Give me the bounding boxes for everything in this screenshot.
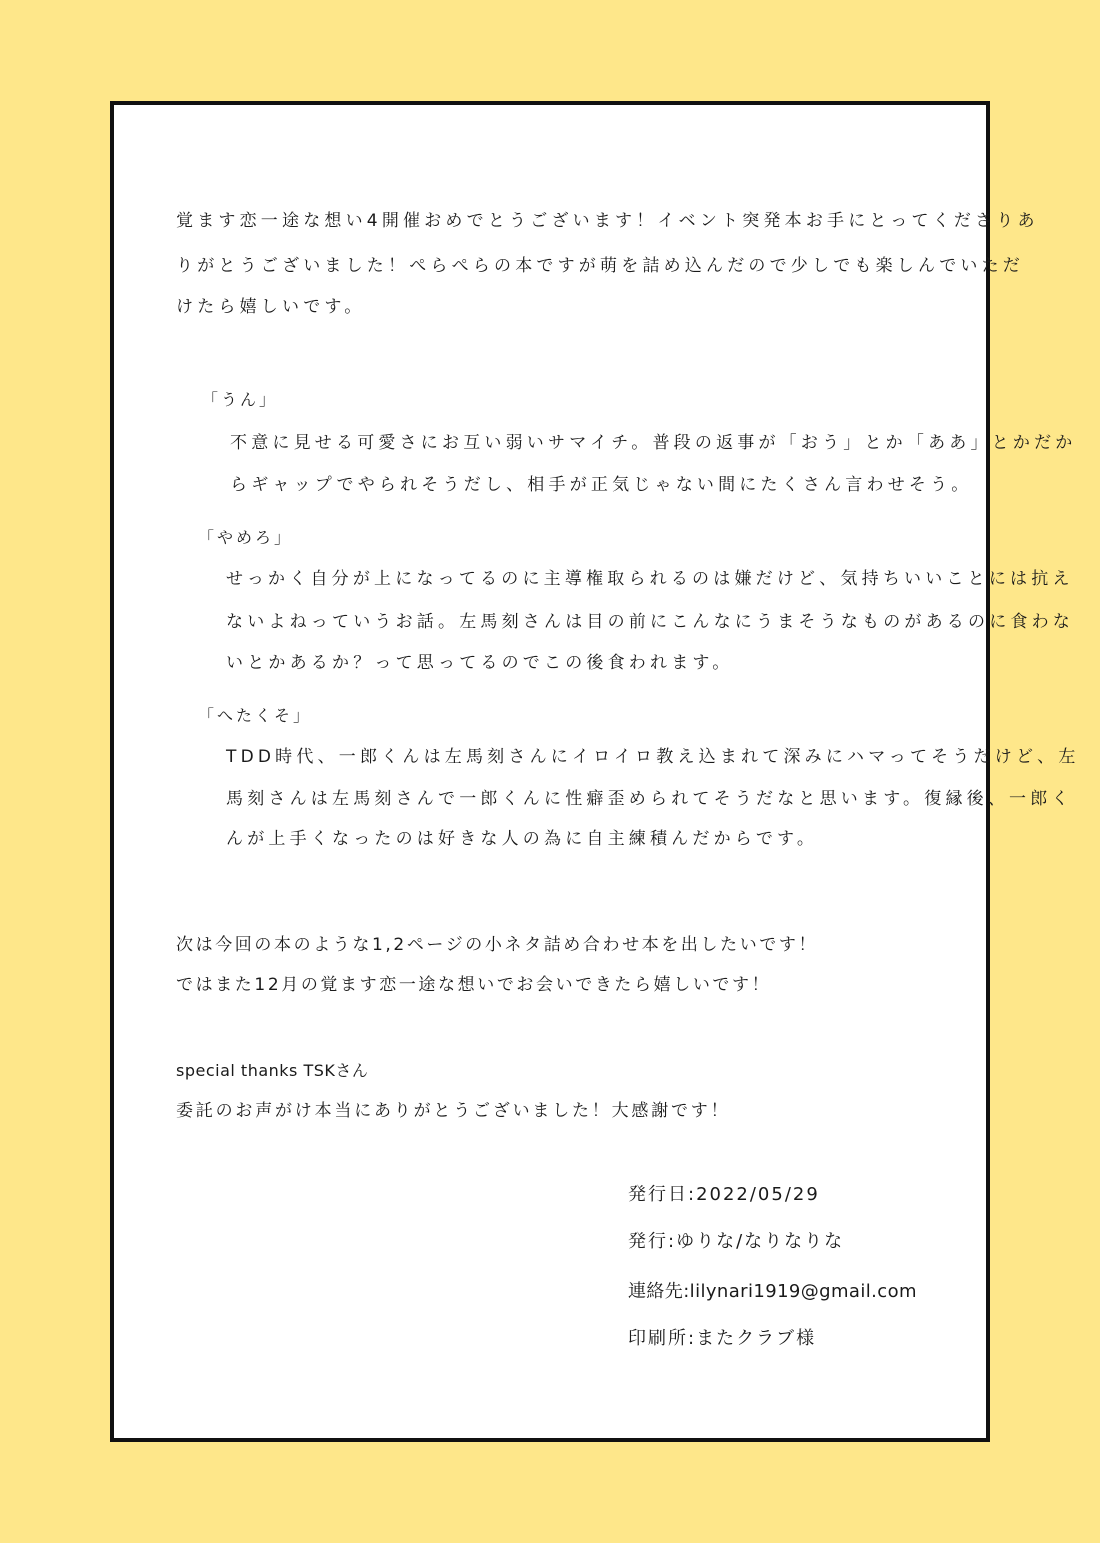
issue-date: 発行日:2022/05/29 xyxy=(628,1184,820,1205)
intro-line: りがとうございました！ぺらぺらの本ですが萌を詰め込んだので少しでも楽しんでいただ xyxy=(176,256,1024,276)
section-line: 不意に見せる可愛さにお互い弱いサマイチ。普段の返事が「おう」とか「ああ」とかだか xyxy=(230,433,1077,453)
section-title: 「やめろ」 xyxy=(198,528,294,547)
intro-line: けたら嬉しいです。 xyxy=(176,297,366,317)
afterword-page xyxy=(110,101,1080,1442)
intro-line: 覚ます恋一途な想い4開催おめでとうございます！イベント突発本お手にとってくださりあ xyxy=(176,211,1039,231)
printer: 印刷所:またクラブ様 xyxy=(628,1328,817,1349)
section-title: 「へたくそ」 xyxy=(198,706,313,725)
section-line: いとかあるか？って思ってるのでこの後食われます。 xyxy=(226,653,734,673)
section-line: せっかく自分が上になってるのに主導権取られるのは嫌だけど、気持ちいいことには抗え xyxy=(226,569,1074,589)
section-line: ないよねっていうお話。左馬刻さんは目の前にこんなにうまそうなものがあるのに食わな xyxy=(226,612,1074,632)
section-line: んが上手くなったのは好きな人の為に自主練積んだからです。 xyxy=(226,829,819,849)
section-line: TDD時代、一郎くんは左馬刻さんにイロイロ教え込まれて深みにハマってそうだけど、左 xyxy=(226,747,1080,767)
section-line: 馬刻さんは左馬刻さんで一郎くんに性癖歪められてそうだなと思います。復縁後、一郎く xyxy=(226,789,1073,809)
closing-line: ではまた12月の覚ます恋一途な想いでお会いできたら嬉しいです！ xyxy=(176,975,772,995)
thanks-title: special thanks TSKさん xyxy=(176,1061,369,1080)
publisher: 発行:ゆりな/なりなりな xyxy=(628,1231,845,1252)
thanks-line: 委託のお声がけ本当にありがとうございました！大感謝です！ xyxy=(176,1101,731,1121)
section-line: らギャップでやられそうだし、相手が正気じゃない間にたくさん言わせそう。 xyxy=(230,475,973,495)
section-title: 「うん」 xyxy=(202,390,279,409)
contact-email: 連絡先:lilynari1919@gmail.com xyxy=(628,1281,917,1302)
closing-line: 次は今回の本のような1,2ページの小ネタ詰め合わせ本を出したいです！ xyxy=(176,935,819,955)
